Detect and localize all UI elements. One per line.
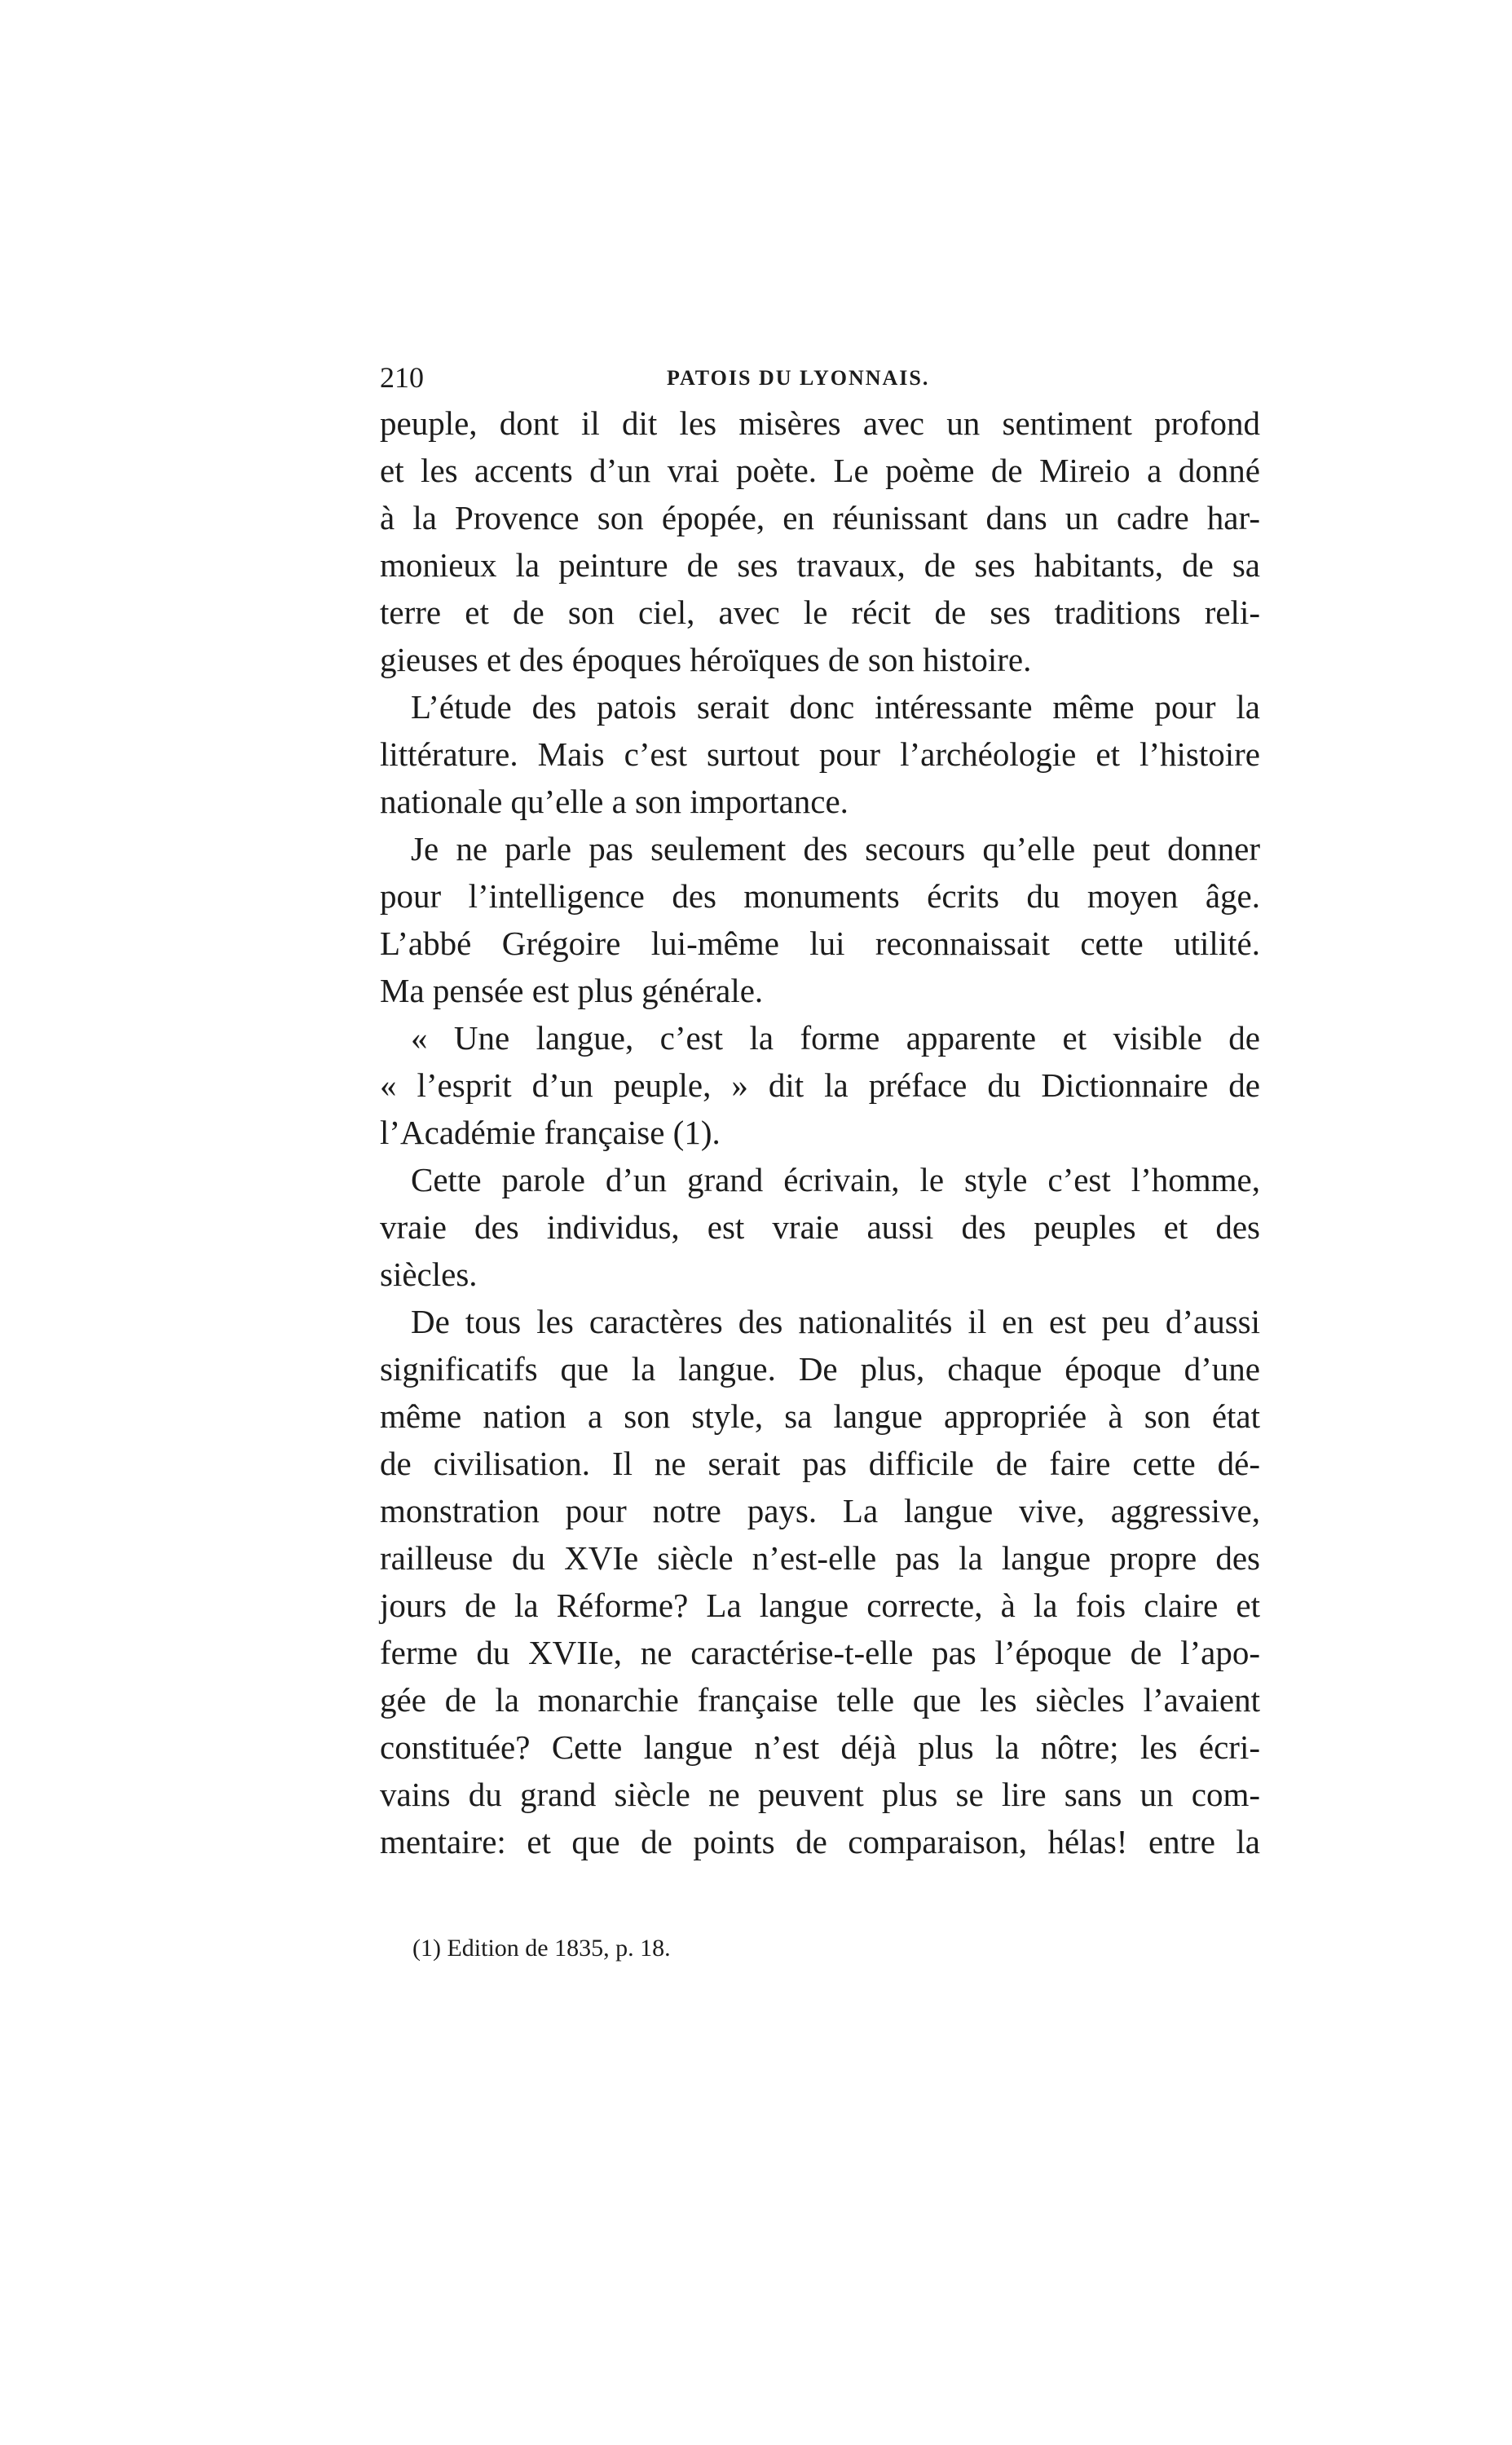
text-line: et les accents d’un vrai poète. Le poème de Mireio a donné	[380, 452, 1260, 489]
text-line: pour l’intelligence des monuments écrits du moyen âge.	[380, 877, 1260, 915]
text-line: mentaire: et que de points de comparaison, hélas! entre la	[380, 1823, 1260, 1860]
page-number: 210	[380, 361, 424, 394]
text-line: Ma pensée est plus générale.	[380, 972, 764, 1009]
text-line: à la Provence son épopée, en réunissant dans un cadre har-	[380, 499, 1260, 536]
page-header	[380, 357, 1260, 398]
body-text	[380, 399, 1260, 1865]
text-line: littérature. Mais c’est surtout pour l’archéologie et l’histoire	[380, 735, 1260, 773]
text-line: L’abbé Grégoire lui-même lui reconnaissait cette utilité.	[380, 925, 1260, 962]
text-line: siècles.	[380, 1256, 478, 1293]
text-line: ferme du XVIIe, ne caractérise-t-elle pas l’époque de l’apo-	[380, 1634, 1260, 1671]
text-line: monieux la peinture de ses travaux, de ses habitants, de sa	[380, 546, 1260, 584]
text-line: de civilisation. Il ne serait pas difficile de faire cette dé-	[380, 1445, 1260, 1482]
text-line: peuple, dont il dit les misères avec un sentiment profond	[380, 404, 1260, 442]
text-line: monstration pour notre pays. La langue vive, aggressive,	[380, 1492, 1260, 1529]
text-line: vraie des individus, est vraie aussi des peuples et des	[380, 1208, 1260, 1246]
text-line: jours de la Réforme? La langue correcte, à la fois claire et	[380, 1587, 1260, 1624]
footnote: (1) Edition de 1835, p. 18.	[412, 1935, 671, 1962]
text-line: L’étude des patois serait donc intéressante même pour la	[411, 688, 1260, 726]
text-line: l’Académie française (1).	[380, 1114, 721, 1151]
text-line: De tous les caractères des nationalités il en est peu d’aussi	[411, 1303, 1260, 1340]
text-line: vains du grand siècle ne peuvent plus se lire sans un com-	[380, 1776, 1260, 1813]
text-line: nationale qu’elle a son importance.	[380, 783, 849, 820]
running-head: PATOIS DU LYONNAIS.	[667, 366, 930, 390]
text-line: constituée? Cette langue n’est déjà plus la nôtre; les écri-	[380, 1728, 1260, 1766]
text-line: « Une langue, c’est la forme apparente et visible de	[411, 1019, 1260, 1057]
text-line: même nation a son style, sa langue appropriée à son état	[380, 1397, 1260, 1435]
text-line: terre et de son ciel, avec le récit de ses traditions reli-	[380, 594, 1260, 631]
text-line: gée de la monarchie française telle que les siècles l’avaient	[380, 1681, 1260, 1719]
text-line: significatifs que la langue. De plus, chaque époque d’une	[380, 1350, 1260, 1388]
text-line: gieuses et des époques héroïques de son histoire.	[380, 641, 1032, 678]
text-line: « l’esprit d’un peuple, » dit la préface du Dictionnaire de	[380, 1066, 1260, 1104]
text-line: railleuse du XVIe siècle n’est-elle pas la langue propre des	[380, 1539, 1260, 1577]
text-line: Je ne parle pas seulement des secours qu’elle peut donner	[411, 830, 1260, 867]
text-line: Cette parole d’un grand écrivain, le style c’est l’homme,	[411, 1161, 1260, 1198]
